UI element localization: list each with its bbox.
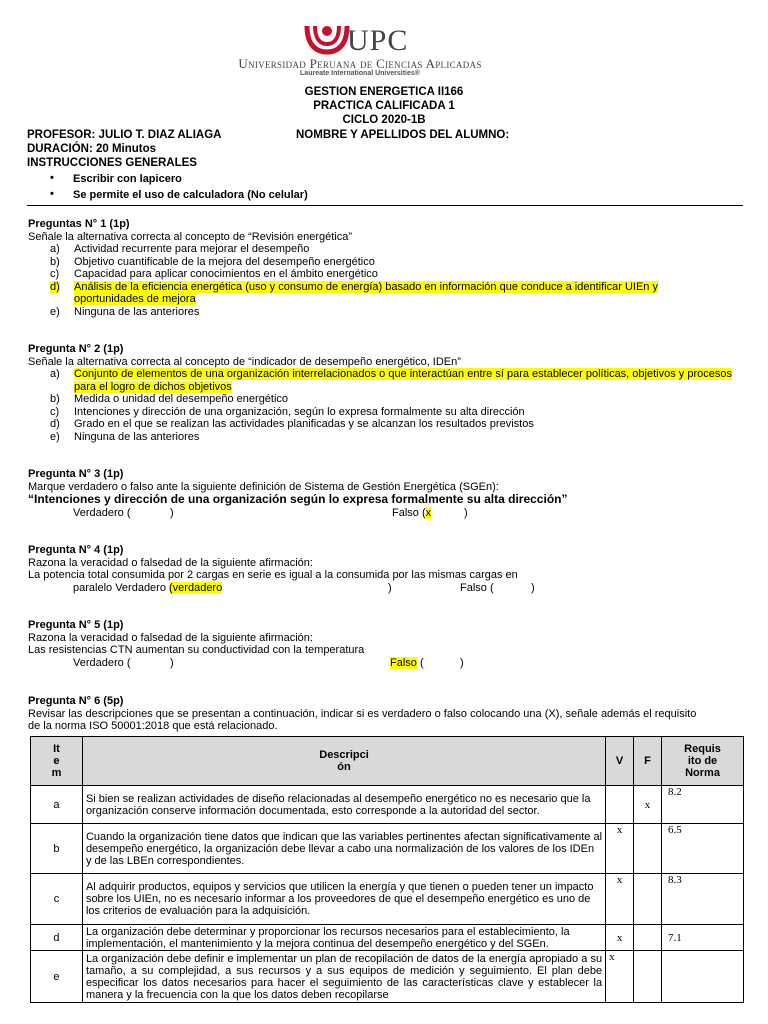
question-prompt: Señale la alternativa correcta al concepto de “Revisión energética” (28, 230, 353, 243)
question-title: Pregunta N° 3 (1p) (28, 468, 124, 480)
option-b: b) Medida o unidad del desempeño energético (50, 393, 289, 405)
true-option-selected: paralelo Verdadero (verdadero (73, 582, 223, 594)
option-a: a) Actividad recurrente para mejorar el desempeño (50, 243, 310, 255)
row-false-mark (634, 824, 662, 874)
table-row (31, 874, 744, 925)
instructions-title: INSTRUCCIONES GENERALES (27, 157, 197, 169)
false-option-close: ) (460, 657, 464, 669)
row-description: Si bien se realizan actividades de diseño relacionadas al desempeño energético no es necesario que la organización conserve información documentada, esto corresponde a la autoridad del sector. (82, 786, 605, 824)
question-prompt: Revisar las descripciones que se presentan a continuación, indicar si es verdadero o falso colocando una (X), señale además el requisito (28, 707, 697, 720)
row-true-mark: x (606, 925, 634, 951)
question-statement: La potencia total consumida por 2 cargas en serie es igual a la consumida por las mismas cargas en (28, 569, 518, 581)
true-option-close: ) (388, 582, 392, 594)
false-option-close: ) (464, 507, 468, 519)
bullet-icon: • (50, 172, 54, 184)
table-row (31, 786, 744, 824)
requirements-table (30, 736, 744, 1003)
option-b: b) Objetivo cuantificable de la mejora del desempeño energético (50, 255, 375, 268)
false-option-selected: Falso (x (392, 507, 432, 519)
option-a-selected: a) Conjunto de elementos de una organización interrelacionados o que interactúan entre sí para establecer políticas, objetivos y procesos para el logro de dichos objetivos (50, 368, 732, 393)
question-1 (28, 218, 748, 318)
true-option: Verdadero ( (73, 657, 131, 669)
question-prompt: Razona la veracidad o falsedad de la siguiente afirmación: (28, 631, 313, 644)
question-prompt: de la norma ISO 50001:2018 que está relacionado. (28, 720, 278, 732)
row-description: Al adquirir productos, equipos y servicios que utilicen la energía y que tienen o pueden tener un impacto sobre los UIEn, no es necesario informar a los proveedores de que el desempeño energético es uno de los criterios de evaluación para la adquisición. (82, 874, 605, 925)
question-statement: Las resistencias CTN aumentan su conductividad con la temperatura (28, 644, 365, 656)
question-prompt: Señale la alternativa correcta al concepto de “indicador de desempeño energético, IDEn” (28, 355, 461, 368)
question-4 (28, 544, 748, 582)
row-false-mark (634, 925, 662, 951)
row-true-mark: x (606, 824, 634, 874)
row-requirement: 6.5 (662, 824, 744, 874)
row-requirement: 7.1 (662, 925, 744, 951)
row-false-mark (634, 951, 662, 1003)
option-c: c) Capacidad para aplicar conocimientos en el ámbito energético (50, 268, 378, 280)
row-item: c (31, 874, 83, 925)
row-requirement (662, 951, 744, 1003)
column-header-false: F (634, 737, 662, 786)
question-prompt: Marque verdadero o falso ante la siguiente definición de Sistema de Gestión Energética (SGEn): (28, 480, 499, 493)
row-true-mark: x (606, 951, 634, 1003)
bullet-icon: • (50, 188, 54, 200)
true-option-close: ) (170, 657, 174, 669)
instruction-item: Se permite el uso de calculadora (No celular) (73, 189, 308, 201)
row-description: Cuando la organización tiene datos que indican que las variables pertinentes afectan significativamente al desempeño energético, la organización debe llevar a cabo una normalización de los valores de los IDEn y de las LBEn correspondientes. (82, 824, 605, 874)
logo-tagline: Laureate International Universities® (300, 70, 420, 77)
question-title: Pregunta N° 5 (1p) (28, 619, 124, 631)
table-row (31, 824, 744, 874)
row-true-mark: x (606, 874, 634, 925)
option-e: e) Ninguna de las anteriores (50, 305, 200, 318)
question-3 (28, 468, 748, 506)
row-item: d (31, 925, 83, 951)
table-row (31, 925, 744, 951)
question-title: Pregunta N° 6 (5p) (28, 695, 124, 707)
logo-university-name: Universidad Peruana de Ciencias Aplicadas (238, 56, 482, 71)
exam-title: PRACTICA CALIFICADA 1 (313, 100, 455, 112)
row-item: a (31, 786, 83, 824)
option-e: e) Ninguna de las anteriores (50, 430, 200, 443)
question-statement: “Intenciones y dirección de una organización según lo expresa formalmente su alta dirección” (28, 492, 568, 506)
question-prompt: Razona la veracidad o falsedad de la siguiente afirmación: (28, 556, 313, 569)
row-requirement: 8.2 (662, 786, 744, 824)
true-option-close: ) (170, 507, 174, 519)
false-option-close: ) (531, 582, 535, 594)
option-d: d) Grado en el que se realizan las actividades planificadas y se alcanzan los resultados previstos (50, 418, 534, 430)
table-row (31, 951, 744, 1003)
row-requirement: 8.3 (662, 874, 744, 925)
duration: DURACIÓN: 20 Minutos (27, 143, 157, 155)
professor-name: PROFESOR: JULIO T. DIAZ ALIAGA (27, 129, 222, 141)
column-header-requirement: Requis ito de Norma (662, 737, 744, 786)
true-option: Verdadero ( (73, 507, 131, 519)
row-false-mark: x (634, 786, 662, 824)
table-header-row (31, 737, 744, 786)
course-title: GESTION ENERGETICA II166 (304, 86, 464, 98)
question-title: Pregunta N° 2 (1p) (28, 343, 124, 355)
question-2 (28, 343, 748, 443)
question-title: Pregunta N° 4 (1p) (28, 544, 124, 556)
question-6 (28, 695, 748, 733)
false-option-selected: Falso ( (390, 657, 424, 669)
cycle-title: CICLO 2020-1B (342, 114, 426, 126)
question-5 (28, 619, 748, 657)
false-option: Falso ( (460, 582, 494, 594)
logo-acronym: UPC (347, 24, 409, 57)
upc-logo (215, 20, 505, 82)
column-header-item: It e m (31, 737, 83, 786)
row-description: La organización debe determinar y proporcionar los recursos necesarios para el establecimiento, la implementación, el mantenimiento y la mejora continua del desempeño energético y del SGEn. (82, 925, 605, 951)
column-header-description: Descripci ón (82, 737, 605, 786)
column-header-true: V (606, 737, 634, 786)
row-description: La organización debe definir e implementar un plan de recopilación de datos de la energía apropiado a su tamaño, a su complejidad, a sus recursos y a sus equipos de medición y seguimiento. El plan debe especificar los datos necesarios para hacer el seguimiento de las características clave y establecer la manera y la frecuencia con la que los datos deben recopilarse (82, 951, 605, 1003)
row-item: b (31, 824, 83, 874)
row-true-mark (606, 786, 634, 824)
row-false-mark (634, 874, 662, 925)
header-divider (27, 205, 743, 206)
option-d-selected: d) Análisis de la eficiencia energética (uso y consumo de energía) basado en información que conduce a identificar UIEn y oportunidades de mejora (50, 280, 658, 305)
student-name-label: NOMBRE Y APELLIDOS DEL ALUMNO: (296, 129, 510, 141)
instruction-item: Escribir con lapicero (73, 173, 182, 185)
question-title: Preguntas N° 1 (1p) (28, 218, 130, 230)
row-item: e (31, 951, 83, 1003)
option-c: c) Intenciones y dirección de una organización, según lo expresa formalmente su alta dirección (50, 405, 525, 418)
